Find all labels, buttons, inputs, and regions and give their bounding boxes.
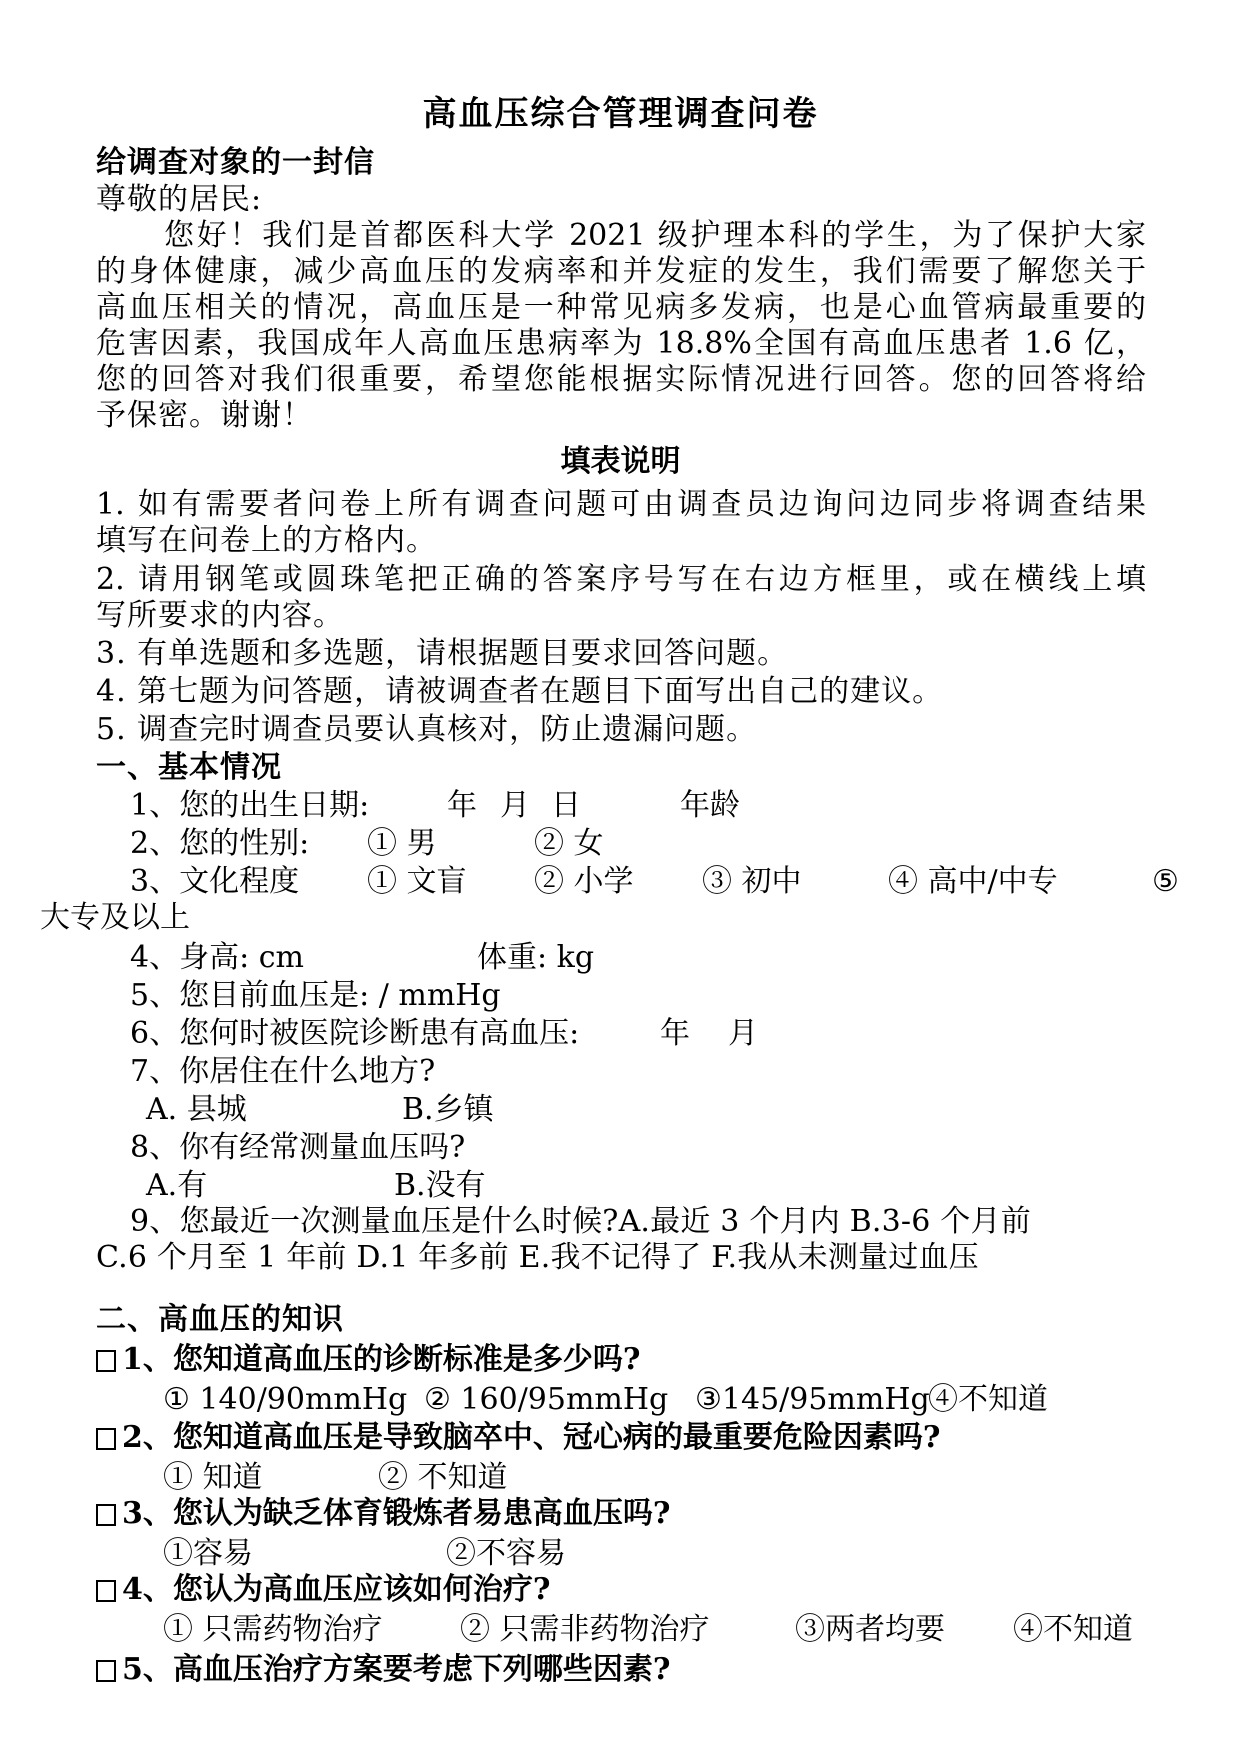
s1-q2-option-female[interactable]: ② 女	[534, 826, 604, 861]
answer-checkbox[interactable]	[96, 1504, 116, 1526]
s1-q3-option-1[interactable]: ① 文盲	[367, 864, 467, 899]
s1-q3-label: 3、文化程度	[130, 864, 300, 899]
s1-q1-age[interactable]: 年龄	[680, 788, 740, 823]
s1-q9-line1: 9、您最近一次测量血压是什么时候?A.最近 3 个月内 B.3-6 个月前	[130, 1204, 1031, 1239]
s1-q1-year[interactable]: 年	[447, 788, 477, 823]
s2-q1-option-2[interactable]: ② 160/95mmHg	[424, 1382, 669, 1417]
section1-heading: 一、基本情况	[96, 750, 282, 785]
s1-q3-option-4[interactable]: ④ 高中/中专	[888, 864, 1058, 899]
letter-line: 您的回答对我们很重要，希望您能根据实际情况进行回答。您的回答将给	[96, 362, 1146, 397]
answer-checkbox[interactable]	[96, 1580, 116, 1602]
letter-line: 予保密。谢谢！	[96, 398, 313, 433]
s1-q2-label: 2、您的性别:	[130, 826, 310, 861]
instruction-item: 4. 第七题为问答题，请被调查者在题目下面写出自己的建议。	[96, 674, 944, 709]
letter-line: 您好！我们是首都医科大学 2021 级护理本科的学生，为了保护大家	[164, 218, 1146, 253]
s2-q1-label: 1、您知道高血压的诊断标准是多少吗?	[122, 1342, 641, 1377]
s2-q1	[96, 1342, 640, 1378]
s1-q7-option-a[interactable]: A. 县城	[146, 1092, 247, 1127]
answer-checkbox[interactable]	[96, 1350, 116, 1372]
answer-checkbox[interactable]	[96, 1660, 116, 1682]
s1-q7-label: 7、你居住在什么地方?	[130, 1054, 436, 1089]
s2-q1-option-4[interactable]: ④不知道	[928, 1382, 1048, 1417]
s2-q3	[96, 1496, 670, 1532]
s2-q5-label: 5、高血压治疗方案要考虑下列哪些因素?	[122, 1652, 671, 1687]
letter-heading: 给调查对象的一封信	[96, 145, 375, 180]
s2-q4-option-4[interactable]: ④不知道	[1013, 1612, 1133, 1647]
s2-q1-option-3[interactable]: ③145/95mmHg	[695, 1382, 930, 1417]
s1-q1-day[interactable]: 日	[551, 788, 581, 823]
s1-q5-blood-pressure[interactable]: 5、您目前血压是: / mmHg	[130, 978, 501, 1013]
s1-q3-option-2[interactable]: ② 小学	[534, 864, 634, 899]
s1-q9-line2: C.6 个月至 1 年前 D.1 年多前 E.我不记得了 F.我从未测量过血压	[96, 1240, 979, 1275]
s1-q4-weight[interactable]: 体重: kg	[477, 940, 595, 975]
page-title: 高血压综合管理调查问卷	[422, 94, 819, 134]
s2-q2-label: 2、您知道高血压是导致脑卒中、冠心病的最重要危险因素吗?	[122, 1420, 941, 1455]
letter-line: 的身体健康，减少高血压的发病率和并发症的发生，我们需要了解您关于	[96, 254, 1146, 289]
s1-q6-month[interactable]: 月	[728, 1016, 758, 1051]
s2-q4-option-3[interactable]: ③两者均要	[795, 1612, 945, 1647]
s1-q1-label: 1、您的出生日期:	[130, 788, 370, 823]
s1-q3-option-3[interactable]: ③ 初中	[702, 864, 802, 899]
letter-line: 高血压相关的情况，高血压是一种常见病多发病，也是心血管病最重要的	[96, 290, 1146, 325]
s2-q3-option-2[interactable]: ②不容易	[446, 1536, 566, 1571]
answer-checkbox[interactable]	[96, 1428, 116, 1450]
letter-line: 危害因素，我国成年人高血压患病率为 18.8%全国有高血压患者 1.6 亿，	[96, 326, 1146, 361]
s1-q6-year[interactable]: 年	[660, 1016, 690, 1051]
s1-q8-option-a[interactable]: A.有	[146, 1168, 208, 1203]
s2-q2-option-2[interactable]: ② 不知道	[378, 1460, 508, 1495]
s1-q8-option-b[interactable]: B.没有	[394, 1168, 486, 1203]
letter-salutation: 尊敬的居民:	[96, 182, 263, 217]
s2-q4-label: 4、您认为高血压应该如何治疗?	[122, 1572, 551, 1607]
instruction-item: 2. 请用钢笔或圆珠笔把正确的答案序号写在右边方框里，或在横线上填	[96, 562, 1146, 597]
s1-q7-option-b[interactable]: B.乡镇	[402, 1092, 494, 1127]
s2-q2	[96, 1420, 940, 1456]
s1-q6-label: 6、您何时被医院诊断患有高血压:	[130, 1016, 580, 1051]
instruction-item: 5. 调查完时调查员要认真核对，防止遗漏问题。	[96, 712, 758, 747]
instruction-item: 写所要求的内容。	[96, 598, 344, 633]
s2-q4-option-2[interactable]: ② 只需非药物治疗	[460, 1612, 710, 1647]
instruction-item: 1. 如有需要者问卷上所有调查问题可由调查员边询问边同步将调查结果	[96, 487, 1146, 522]
instruction-item: 3. 有单选题和多选题，请根据题目要求回答问题。	[96, 636, 789, 671]
s1-q4-height[interactable]: 4、身高: cm	[130, 940, 304, 975]
instructions-heading: 填表说明	[560, 444, 681, 479]
s2-q4	[96, 1572, 550, 1608]
s1-q8-label: 8、你有经常测量血压吗?	[130, 1130, 466, 1165]
s2-q1-option-1[interactable]: ① 140/90mmHg	[163, 1382, 408, 1417]
s1-q3-option-5-mark[interactable]: ⑤	[1152, 864, 1179, 899]
s2-q4-option-1[interactable]: ① 只需药物治疗	[163, 1612, 383, 1647]
s1-q2-option-male[interactable]: ① 男	[367, 826, 437, 861]
s2-q2-option-1[interactable]: ① 知道	[163, 1460, 263, 1495]
s1-q1-month[interactable]: 月	[500, 788, 530, 823]
instruction-item: 填写在问卷上的方格内。	[96, 523, 437, 558]
s2-q3-option-1[interactable]: ①容易	[163, 1536, 253, 1571]
s2-q3-label: 3、您认为缺乏体育锻炼者易患高血压吗?	[122, 1496, 671, 1531]
section2-heading: 二、高血压的知识	[96, 1302, 344, 1337]
s2-q5	[96, 1652, 670, 1688]
s1-q3-option-5-text: 大专及以上	[40, 900, 190, 935]
